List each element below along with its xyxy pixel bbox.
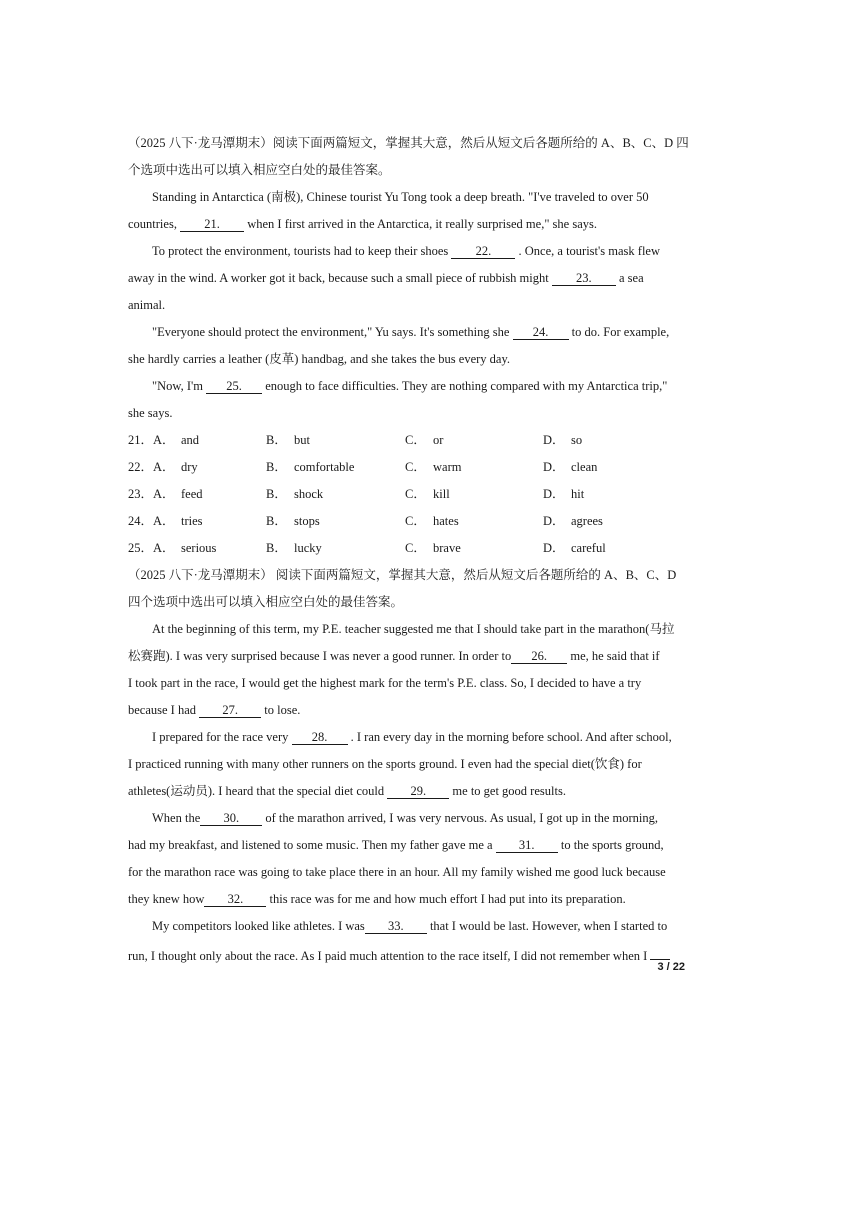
- passage1-line: To protect the environment, tourists had to keep their shoes 22. . Once, a tourist's mask flew: [152, 244, 660, 258]
- option-text: kill: [433, 487, 450, 501]
- passage2-line: run, I thought only about the race. As I paid much attention to the race itself, I did not remember when I: [128, 945, 690, 964]
- passage2-line: I took part in the race, I would get the highest mark for the term's P.E. class. So, I decided to have a try: [128, 676, 642, 690]
- passage2-line: had my breakfast, and listened to some music. Then my father gave me a 31. to the sports ground,: [128, 838, 664, 852]
- option-text: careful: [571, 541, 606, 555]
- passage2-line: I practiced running with many other runners on the sports ground. I even had the special diet(饮食) for: [128, 757, 642, 771]
- passage2-line: When the 30. of the marathon arrived, I was very nervous. As usual, I got up in the morning,: [152, 811, 658, 825]
- option-text: feed: [181, 487, 203, 501]
- option-text: warm: [433, 460, 462, 474]
- passage2-line: because I had 27. to lose.: [128, 703, 301, 717]
- passage1-line: "Everyone should protect the environment," Yu says. It's something she 24. to do. For example,: [152, 325, 670, 339]
- passage2-line: My competitors looked like athletes. I was 33. that I would be last. However, when I started to: [152, 919, 668, 933]
- passage1-line: Standing in Antarctica (南极), Chinese tourist Yu Tong took a deep breath. "I've traveled to over 50: [152, 190, 649, 204]
- option-text: dry: [181, 460, 198, 474]
- blank-33: 33.: [365, 919, 427, 934]
- blank-29: 29.: [387, 784, 449, 799]
- option-text: and: [181, 433, 200, 447]
- blank-23: 23.: [552, 271, 616, 286]
- option-text: lucky: [294, 541, 322, 555]
- blank-31: 31.: [496, 838, 558, 853]
- passage2-line: 松赛跑). I was very surprised because I was never a good runner. In order to 26. me, he said that if: [128, 649, 660, 663]
- blank-34: [650, 945, 670, 960]
- passage1-line: animal.: [128, 298, 166, 312]
- passage1-line: away in the wind. A worker got it back, because such a small piece of rubbish might 23. a sea: [128, 271, 644, 285]
- section2-heading-line1: （2025 八下·龙马潭期末） 阅读下面两篇短文，掌握其大意，然后从短文后各题所给的 A、B、C、D: [128, 568, 677, 582]
- option-text: shock: [294, 487, 324, 501]
- section1-heading-line2: 个选项中选出可以填入相应空白处的最佳答案。: [128, 163, 391, 177]
- option-text: stops: [294, 514, 320, 528]
- passage2-line: I prepared for the race very 28. . I ran every day in the morning before school. And after school,: [152, 730, 672, 744]
- option-text: so: [571, 433, 583, 447]
- option-text: hates: [433, 514, 459, 528]
- passage2-line: athletes(运动员). I heard that the special diet could 29. me to get good results.: [128, 784, 566, 798]
- section1-heading-line1: （2025 八下·龙马潭期末）阅读下面两篇短文，掌握其大意，然后从短文后各题所给的 A、B、C、D 四: [128, 136, 689, 150]
- blank-30: 30.: [200, 811, 262, 826]
- document-page: （2025 八下·龙马潭期末）阅读下面两篇短文，掌握其大意，然后从短文后各题所给的 A、B、C、D 四 个选项中选出可以填入相应空白处的最佳答案。 Standing in Antarctica (南极), Chinese tourist Yu Tong took a deep breath. "I've traveled to over 50 countries, 21. when I first arrived in the Antarctica, it really surprised me," she says. To protect the environment, tourists had to keep their shoes 22. . Once, a tourist's mask flew away in the wind. A worker got it back, because such a small piece of rubbish might 23. a sea animal. "Everyone should protect the environment," Yu says. It's something she 24. to do. For example, she hardly carries a leather (皮革) handbag, and she takes the bus every day. "Now, I'm 25. enough to face difficulties. They are nothing compared with my Antarctica trip," she says. 21． A． and B． but C． or D． so 22． A． dry B． comfortable C． warm D． clean 23． A． feed B． shock C． kill D． hit 24． A． tries B． stops C． hates D． agrees 25． A． serious B． lucky C． brave D． careful （2025 八下·龙马潭期末） 阅读下面两篇短文，掌握其大意，然后从短文后各题所给的 A、B、C、D 四个选项中选出可以填入相应空白处的最佳答案。 At the beginning of this term, my P.E. teacher suggested me that I should take part in the marathon(马拉 松赛跑). I was very surprised because I was never a good runner. In order to 26. me, he said that if I took part in the race, I would get the highest mark for the term's P.E. class. So, I decided to have a try because I had 27. to lose. I prepared for the race very 28. . I ran every day in the morning before school. And after school, I practiced running with many other runners on the sports ground. I even had the special diet(饮食) for athletes(运动员). I heard that the special diet could 29. me to get good results. When the 30. of the marathon arrived, I was very nervous. As usual, I got up in the morning, had my breakfast, and listened to some music. Then my father gave me a 31. to the sports ground, for the marathon race was going to take place there in an hour. All my family wished me good luck because they knew how 32. this race was for me and how much effort I had put into its preparation. My competitors looked like athletes. I was 33. that I would be last. However, when I started to run, I thought only about the race. As I paid much attention to the race itself, I did not remember when I 3 / 22: [128, 136, 689, 973]
- page-number: 3 / 22: [657, 961, 685, 973]
- blank-25: 25.: [206, 379, 262, 394]
- passage2-line: for the marathon race was going to take place there in an hour. All my family wished me good luck because: [128, 865, 666, 879]
- passage1-line: she hardly carries a leather (皮革) handbag, and she takes the bus every day.: [128, 352, 511, 366]
- blank-32: 32.: [204, 892, 266, 907]
- blank-26: 26.: [511, 649, 567, 664]
- blank-21: 21.: [180, 217, 244, 232]
- blank-22: 22.: [451, 244, 515, 259]
- blank-28: 28.: [292, 730, 348, 745]
- option-text: hit: [571, 487, 585, 501]
- option-text: serious: [181, 541, 217, 555]
- option-text: but: [294, 433, 310, 447]
- passage2-line: they knew how 32. this race was for me and how much effort I had put into its preparation.: [128, 892, 626, 906]
- option-text: or: [433, 433, 444, 447]
- option-text: clean: [571, 460, 598, 474]
- passage1-line: countries, 21. when I first arrived in the Antarctica, it really surprised me," she says.: [128, 217, 597, 231]
- blank-27: 27.: [199, 703, 261, 718]
- passage1-line: she says.: [128, 406, 173, 420]
- option-text: tries: [181, 514, 203, 528]
- blank-24: 24.: [513, 325, 569, 340]
- option-text: comfortable: [294, 460, 355, 474]
- option-text: brave: [433, 541, 461, 555]
- option-text: agrees: [571, 514, 603, 528]
- passage1-line: "Now, I'm 25. enough to face difficulties. They are nothing compared with my Antarctica trip,": [152, 379, 668, 393]
- passage2-line: At the beginning of this term, my P.E. teacher suggested me that I should take part in the marathon(马拉: [152, 622, 675, 636]
- section2-heading-line2: 四个选项中选出可以填入相应空白处的最佳答案。: [128, 595, 404, 609]
